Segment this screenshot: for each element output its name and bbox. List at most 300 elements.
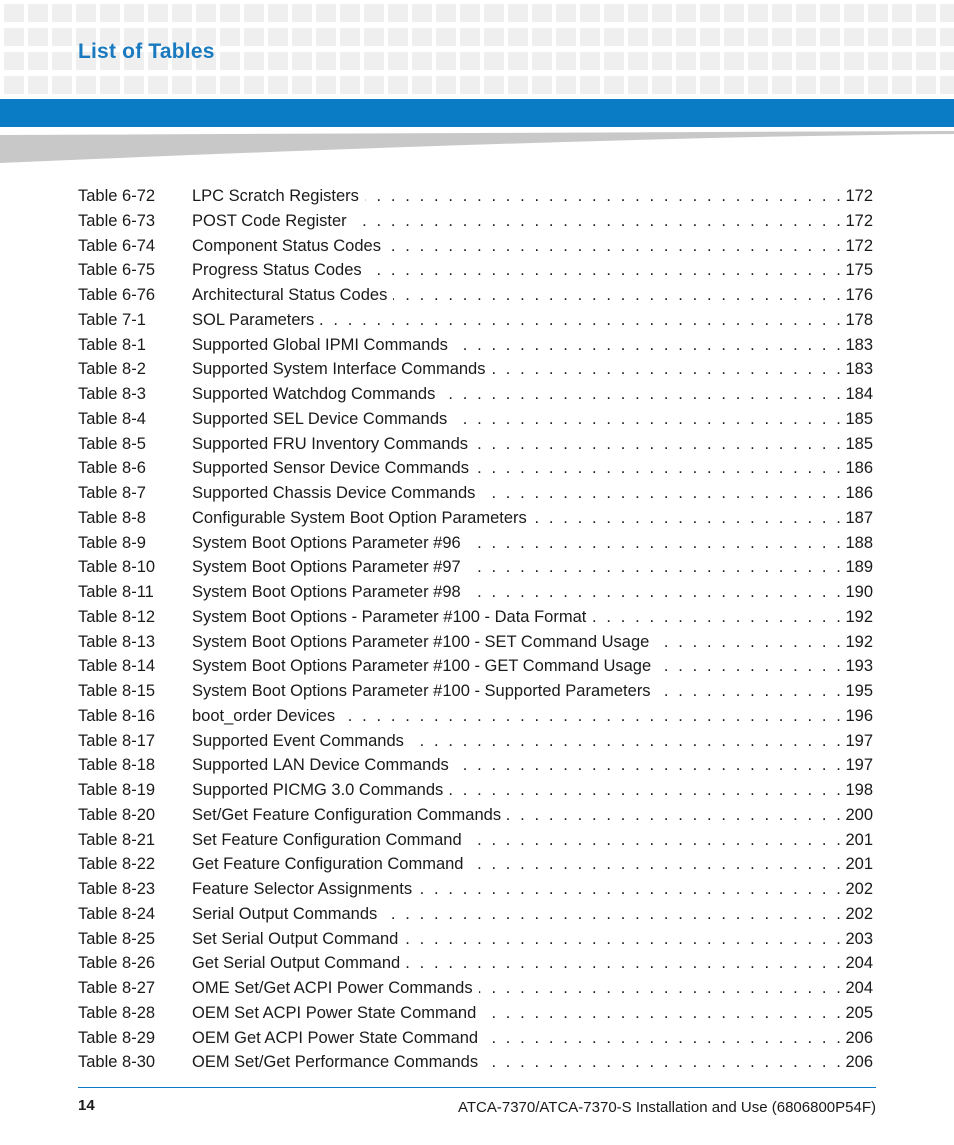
toc-entry-title: System Boot Options Parameter #97 <box>192 558 461 577</box>
pattern-square <box>772 4 792 22</box>
toc-entry[interactable] <box>78 1026 873 1051</box>
pattern-square <box>676 4 696 22</box>
toc-dot-leader <box>365 184 844 209</box>
pattern-square <box>844 76 864 94</box>
pattern-square <box>100 76 120 94</box>
toc-entry-page: 201 <box>845 855 873 874</box>
page-title: List of Tables <box>78 40 215 63</box>
toc-entry-title: Get Feature Configuration Command <box>192 855 464 874</box>
toc-dot-leader <box>441 382 843 407</box>
toc-entry-title: OEM Set ACPI Power State Command <box>192 1003 477 1022</box>
toc-entry-page: 185 <box>845 434 873 453</box>
toc-entry-title: Progress Status Codes <box>192 261 362 280</box>
pattern-square <box>676 76 696 94</box>
pattern-square <box>340 76 360 94</box>
pattern-square <box>556 52 576 70</box>
pattern-square <box>508 76 528 94</box>
pattern-square <box>220 4 240 22</box>
toc-dot-leader <box>657 654 843 679</box>
toc-entry-number: Table 8-25 <box>78 929 156 948</box>
toc-entry-number: Table 8-15 <box>78 682 156 700</box>
toc-entry[interactable] <box>78 778 873 803</box>
pattern-square <box>220 28 240 46</box>
toc-entry[interactable] <box>78 852 873 877</box>
pattern-square <box>364 28 384 46</box>
pattern-square <box>484 76 504 94</box>
toc-entry-number: Table 6-75 <box>78 261 156 280</box>
toc-dot-leader <box>455 753 844 778</box>
pattern-square <box>628 76 648 94</box>
pattern-square <box>556 76 576 94</box>
footer-page-number: 14 <box>78 1097 95 1114</box>
toc-entry[interactable] <box>78 654 873 679</box>
toc-entry-title: OEM Set/Get Performance Commands <box>192 1053 479 1072</box>
toc-entry-number: Table 8-26 <box>78 954 156 973</box>
pattern-square <box>796 76 816 94</box>
toc-entry-page: 172 <box>845 187 873 205</box>
toc-entry-title: System Boot Options Parameter #100 - Supported Parameters <box>192 682 651 700</box>
pattern-square <box>172 76 192 94</box>
toc-entry-number: Table 6-74 <box>78 236 156 255</box>
toc-entry[interactable] <box>78 927 873 952</box>
pattern-square <box>652 4 672 22</box>
toc-entry-number: Table 7-1 <box>78 310 146 329</box>
toc-dot-leader <box>418 877 843 902</box>
toc-entry-title: Feature Selector Assignments <box>192 880 413 898</box>
toc-entry-title: Supported Event Commands <box>192 731 404 750</box>
pattern-square <box>4 4 24 22</box>
pattern-square <box>940 4 954 22</box>
pattern-square <box>196 4 216 22</box>
toc-entry[interactable] <box>78 333 873 358</box>
toc-dot-leader <box>507 803 843 828</box>
toc-entry-number: Table 8-5 <box>78 434 146 453</box>
pattern-square <box>820 28 840 46</box>
pattern-square <box>868 76 888 94</box>
toc-entry-number: Table 8-19 <box>78 781 156 799</box>
toc-entry-title: System Boot Options - Parameter #100 - Data Format <box>192 607 587 626</box>
pattern-square <box>292 28 312 46</box>
pattern-square <box>724 28 744 46</box>
pattern-square <box>700 76 720 94</box>
toc-dot-leader <box>592 605 843 630</box>
pattern-square <box>532 76 552 94</box>
toc-entry[interactable] <box>78 555 873 580</box>
pattern-square <box>820 52 840 70</box>
toc-entry-title: Configurable System Boot Option Parameters <box>192 508 527 527</box>
toc-entry[interactable] <box>78 432 873 457</box>
pattern-square <box>436 28 456 46</box>
toc-entry[interactable] <box>78 184 873 209</box>
toc-entry[interactable] <box>78 679 873 704</box>
pattern-square <box>724 4 744 22</box>
toc-entry-number: Table 8-16 <box>78 706 156 725</box>
toc-entry[interactable] <box>78 382 873 407</box>
toc-entry[interactable] <box>78 308 873 333</box>
pattern-square <box>268 28 288 46</box>
toc-entry[interactable] <box>78 877 873 902</box>
toc-entry[interactable] <box>78 258 873 283</box>
pattern-square <box>556 4 576 22</box>
toc-entry-number: Table 6-76 <box>78 286 156 304</box>
toc-entry-page: 187 <box>845 508 873 527</box>
toc-dot-leader <box>406 951 843 976</box>
toc-entry[interactable] <box>78 976 873 1001</box>
pattern-square <box>268 4 288 22</box>
pattern-square <box>220 52 240 70</box>
toc-dot-leader <box>353 209 844 234</box>
footer-document-title: ATCA-7370/ATCA-7370-S Installation and Use (6806800P54F) <box>457 1099 876 1116</box>
toc-entry[interactable] <box>78 1001 873 1026</box>
toc-dot-leader <box>467 531 844 556</box>
pattern-square <box>316 76 336 94</box>
toc-entry[interactable] <box>78 729 873 754</box>
toc-entry[interactable] <box>78 234 873 259</box>
pattern-square <box>268 52 288 70</box>
toc-entry-title: Supported PICMG 3.0 Commands <box>192 781 444 799</box>
toc-entry-number: Table 8-29 <box>78 1028 156 1047</box>
toc-dot-leader <box>533 506 844 531</box>
toc-dot-leader <box>474 432 843 457</box>
pattern-square <box>892 4 912 22</box>
toc-entry[interactable] <box>78 951 873 976</box>
toc-entry-page: 172 <box>845 211 873 230</box>
toc-entry-title: System Boot Options Parameter #96 <box>192 533 461 552</box>
toc-dot-leader <box>320 308 843 333</box>
pattern-square <box>316 4 336 22</box>
toc-entry-page: 184 <box>845 385 873 403</box>
toc-entry-page: 186 <box>845 459 873 478</box>
pattern-square <box>364 4 384 22</box>
pattern-square <box>244 4 264 22</box>
toc-entry[interactable] <box>78 357 873 382</box>
toc-entry-page: 201 <box>845 830 873 849</box>
toc-dot-leader <box>475 456 843 481</box>
toc-dot-leader <box>341 704 843 729</box>
toc-entry[interactable] <box>78 753 873 778</box>
pattern-square <box>28 4 48 22</box>
toc-entry-title: Supported System Interface Commands <box>192 360 486 379</box>
pattern-square <box>388 28 408 46</box>
toc-entry-page: 189 <box>845 558 873 577</box>
toc-entry-number: Table 8-14 <box>78 657 156 676</box>
toc-entry-title: Set Serial Output Command <box>192 929 399 948</box>
toc-entry[interactable] <box>78 531 873 556</box>
pattern-square <box>460 76 480 94</box>
pattern-square <box>748 4 768 22</box>
toc-entry-number: Table 8-12 <box>78 607 156 626</box>
pattern-square <box>604 76 624 94</box>
toc-entry-title: Supported SEL Device Commands <box>192 409 448 428</box>
pattern-square <box>316 52 336 70</box>
pattern-square <box>460 4 480 22</box>
pattern-square <box>412 28 432 46</box>
pattern-square <box>220 76 240 94</box>
toc-entry-number: Table 8-6 <box>78 459 146 478</box>
toc-entry-page: 205 <box>845 1003 873 1022</box>
pattern-square <box>460 52 480 70</box>
pattern-square <box>820 4 840 22</box>
toc-entry-title: OEM Get ACPI Power State Command <box>192 1028 479 1047</box>
pattern-square <box>508 4 528 22</box>
pattern-square <box>844 28 864 46</box>
toc-entry-title: SOL Parameters <box>192 310 315 329</box>
toc-entry-number: Table 8-9 <box>78 533 146 552</box>
pattern-square <box>820 76 840 94</box>
toc-dot-leader <box>657 679 844 704</box>
pattern-square <box>340 4 360 22</box>
toc-dot-leader <box>454 333 844 358</box>
pattern-square <box>748 52 768 70</box>
toc-entry-title: OME Set/Get ACPI Power Commands <box>192 979 473 997</box>
toc-dot-leader <box>449 778 843 803</box>
pattern-square <box>4 28 24 46</box>
toc-entry-number: Table 6-72 <box>78 187 156 205</box>
toc-entry[interactable] <box>78 630 873 655</box>
pattern-square <box>844 4 864 22</box>
toc-dot-leader <box>410 729 844 754</box>
pattern-square <box>76 4 96 22</box>
toc-entry-page: 192 <box>845 607 873 626</box>
toc-entry-number: Table 8-2 <box>78 360 146 379</box>
header-gray-swoosh <box>0 131 954 163</box>
pattern-square <box>796 52 816 70</box>
pattern-square <box>268 76 288 94</box>
toc-entry-page: 178 <box>845 310 873 329</box>
pattern-square <box>916 4 936 22</box>
pattern-square <box>796 28 816 46</box>
pattern-square <box>772 28 792 46</box>
toc-entry-title: System Boot Options Parameter #100 - SET Command Usage <box>192 632 650 651</box>
pattern-square <box>388 76 408 94</box>
toc-dot-leader <box>393 283 843 308</box>
toc-entry[interactable] <box>78 1050 873 1075</box>
toc-dot-leader <box>467 555 844 580</box>
toc-entry-title: System Boot Options Parameter #100 - GET Command Usage <box>192 657 652 676</box>
pattern-square <box>436 52 456 70</box>
toc-dot-leader <box>383 902 843 927</box>
toc-entry-number: Table 8-21 <box>78 830 156 849</box>
pattern-square <box>628 52 648 70</box>
pattern-square <box>508 28 528 46</box>
toc-entry[interactable] <box>78 803 873 828</box>
toc-dot-leader <box>404 927 843 952</box>
toc-entry-number: Table 8-27 <box>78 979 156 997</box>
toc-entry[interactable] <box>78 209 873 234</box>
pattern-square <box>844 52 864 70</box>
toc-dot-leader <box>469 852 843 877</box>
pattern-square <box>700 52 720 70</box>
pattern-square <box>52 28 72 46</box>
pattern-square <box>124 4 144 22</box>
toc-entry-title: Supported Sensor Device Commands <box>192 459 469 478</box>
pattern-square <box>940 76 954 94</box>
toc-entry[interactable] <box>78 456 873 481</box>
toc-entry-page: 206 <box>845 1028 873 1047</box>
pattern-square <box>748 28 768 46</box>
pattern-square <box>484 52 504 70</box>
toc-entry-page: 190 <box>845 583 873 601</box>
toc-dot-leader <box>368 258 844 283</box>
toc-entry-page: 204 <box>845 954 873 973</box>
pattern-square <box>484 4 504 22</box>
pattern-square <box>316 28 336 46</box>
pattern-square <box>628 28 648 46</box>
toc-entry-title: Get Serial Output Command <box>192 954 401 973</box>
toc-entry-page: 197 <box>845 756 873 775</box>
pattern-square <box>76 76 96 94</box>
toc-dot-leader <box>453 407 843 432</box>
pattern-square <box>580 76 600 94</box>
toc-entry[interactable] <box>78 407 873 432</box>
toc-entry-page: 200 <box>845 805 873 824</box>
toc-entry-number: Table 8-13 <box>78 632 156 651</box>
toc-entry-page: 195 <box>845 682 873 700</box>
toc-entry-number: Table 8-11 <box>78 583 154 601</box>
pattern-square <box>436 76 456 94</box>
toc-entry-number: Table 8-8 <box>78 508 146 527</box>
toc-dot-leader <box>468 828 844 853</box>
pattern-square <box>916 76 936 94</box>
toc-entry-title: Architectural Status Codes <box>192 286 388 304</box>
pattern-square <box>532 4 552 22</box>
toc-entry-page: 204 <box>845 979 873 997</box>
toc-entry-page: 176 <box>845 286 873 304</box>
toc-entry-number: Table 8-22 <box>78 855 156 874</box>
pattern-square <box>892 76 912 94</box>
pattern-square <box>412 52 432 70</box>
table-of-contents <box>78 184 873 1075</box>
pattern-square <box>196 76 216 94</box>
toc-entry-number: Table 8-7 <box>78 484 146 502</box>
pattern-square <box>676 28 696 46</box>
toc-entry-number: Table 8-1 <box>78 335 146 354</box>
toc-dot-leader <box>479 976 844 1001</box>
toc-entry-number: Table 8-28 <box>78 1003 156 1022</box>
pattern-square <box>868 28 888 46</box>
pattern-square <box>940 28 954 46</box>
toc-entry-page: 196 <box>845 706 873 725</box>
toc-entry-page: 183 <box>845 360 873 379</box>
pattern-square <box>724 76 744 94</box>
pattern-square <box>580 52 600 70</box>
pattern-square <box>52 4 72 22</box>
pattern-square <box>340 28 360 46</box>
pattern-square <box>748 76 768 94</box>
pattern-square <box>868 4 888 22</box>
toc-entry-title: boot_order Devices <box>192 706 336 725</box>
toc-entry-page: 206 <box>845 1053 873 1072</box>
pattern-square <box>148 4 168 22</box>
pattern-square <box>148 76 168 94</box>
pattern-square <box>940 52 954 70</box>
toc-entry[interactable] <box>78 828 873 853</box>
toc-entry[interactable] <box>78 580 873 605</box>
toc-entry-page: 203 <box>845 929 873 948</box>
pattern-square <box>244 52 264 70</box>
pattern-square <box>580 28 600 46</box>
toc-entry-number: Table 8-10 <box>78 558 156 577</box>
pattern-square <box>772 52 792 70</box>
toc-entry-number: Table 8-17 <box>78 731 156 750</box>
pattern-square <box>604 4 624 22</box>
toc-entry-title: Supported Chassis Device Commands <box>192 484 476 502</box>
toc-dot-leader <box>481 481 843 506</box>
pattern-square <box>796 4 816 22</box>
pattern-square <box>532 52 552 70</box>
pattern-square <box>28 28 48 46</box>
pattern-square <box>676 52 696 70</box>
pattern-square <box>292 76 312 94</box>
pattern-square <box>580 4 600 22</box>
toc-entry[interactable] <box>78 605 873 630</box>
toc-entry-title: Set Feature Configuration Command <box>192 830 462 849</box>
pattern-square <box>892 28 912 46</box>
toc-entry-number: Table 6-73 <box>78 211 156 230</box>
toc-dot-leader <box>655 630 843 655</box>
toc-entry[interactable] <box>78 506 873 531</box>
pattern-square <box>916 28 936 46</box>
toc-entry-page: 172 <box>845 236 873 255</box>
toc-entry-page: 202 <box>845 880 873 898</box>
toc-dot-leader <box>484 1050 843 1075</box>
toc-entry-page: 202 <box>845 904 873 923</box>
pattern-square <box>100 4 120 22</box>
pattern-square <box>28 52 48 70</box>
toc-entry-title: Supported LAN Device Commands <box>192 756 449 775</box>
toc-entry-page: 185 <box>845 409 873 428</box>
toc-entry-page: 192 <box>845 632 873 651</box>
toc-entry-title: Component Status Codes <box>192 236 381 255</box>
toc-entry-number: Table 8-30 <box>78 1053 156 1072</box>
pattern-square <box>4 52 24 70</box>
toc-entry-page: 183 <box>845 335 873 354</box>
toc-entry-title: Supported Global IPMI Commands <box>192 335 448 354</box>
toc-entry-page: 188 <box>845 533 873 552</box>
pattern-square <box>916 52 936 70</box>
pattern-square <box>604 28 624 46</box>
toc-entry[interactable] <box>78 704 873 729</box>
pattern-square <box>412 76 432 94</box>
toc-entry-page: 186 <box>845 484 873 502</box>
toc-entry-number: Table 8-24 <box>78 904 156 923</box>
pattern-square <box>556 28 576 46</box>
pattern-square <box>460 28 480 46</box>
toc-entry-page: 193 <box>845 657 873 676</box>
toc-entry-title: LPC Scratch Registers <box>192 187 359 205</box>
pattern-square <box>28 76 48 94</box>
toc-entry[interactable] <box>78 283 873 308</box>
pattern-square <box>412 4 432 22</box>
pattern-square <box>52 52 72 70</box>
toc-dot-leader <box>467 580 844 605</box>
pattern-square <box>4 76 24 94</box>
toc-entry-page: 175 <box>845 261 873 280</box>
pattern-square <box>292 52 312 70</box>
toc-dot-leader <box>484 1026 843 1051</box>
pattern-square <box>52 76 72 94</box>
pattern-square <box>604 52 624 70</box>
pattern-square <box>364 52 384 70</box>
toc-entry[interactable] <box>78 481 873 506</box>
pattern-square <box>868 52 888 70</box>
toc-entry-number: Table 8-20 <box>78 805 156 824</box>
pattern-square <box>244 28 264 46</box>
pattern-square <box>124 76 144 94</box>
pattern-square <box>484 28 504 46</box>
pattern-square <box>388 4 408 22</box>
toc-entry[interactable] <box>78 902 873 927</box>
